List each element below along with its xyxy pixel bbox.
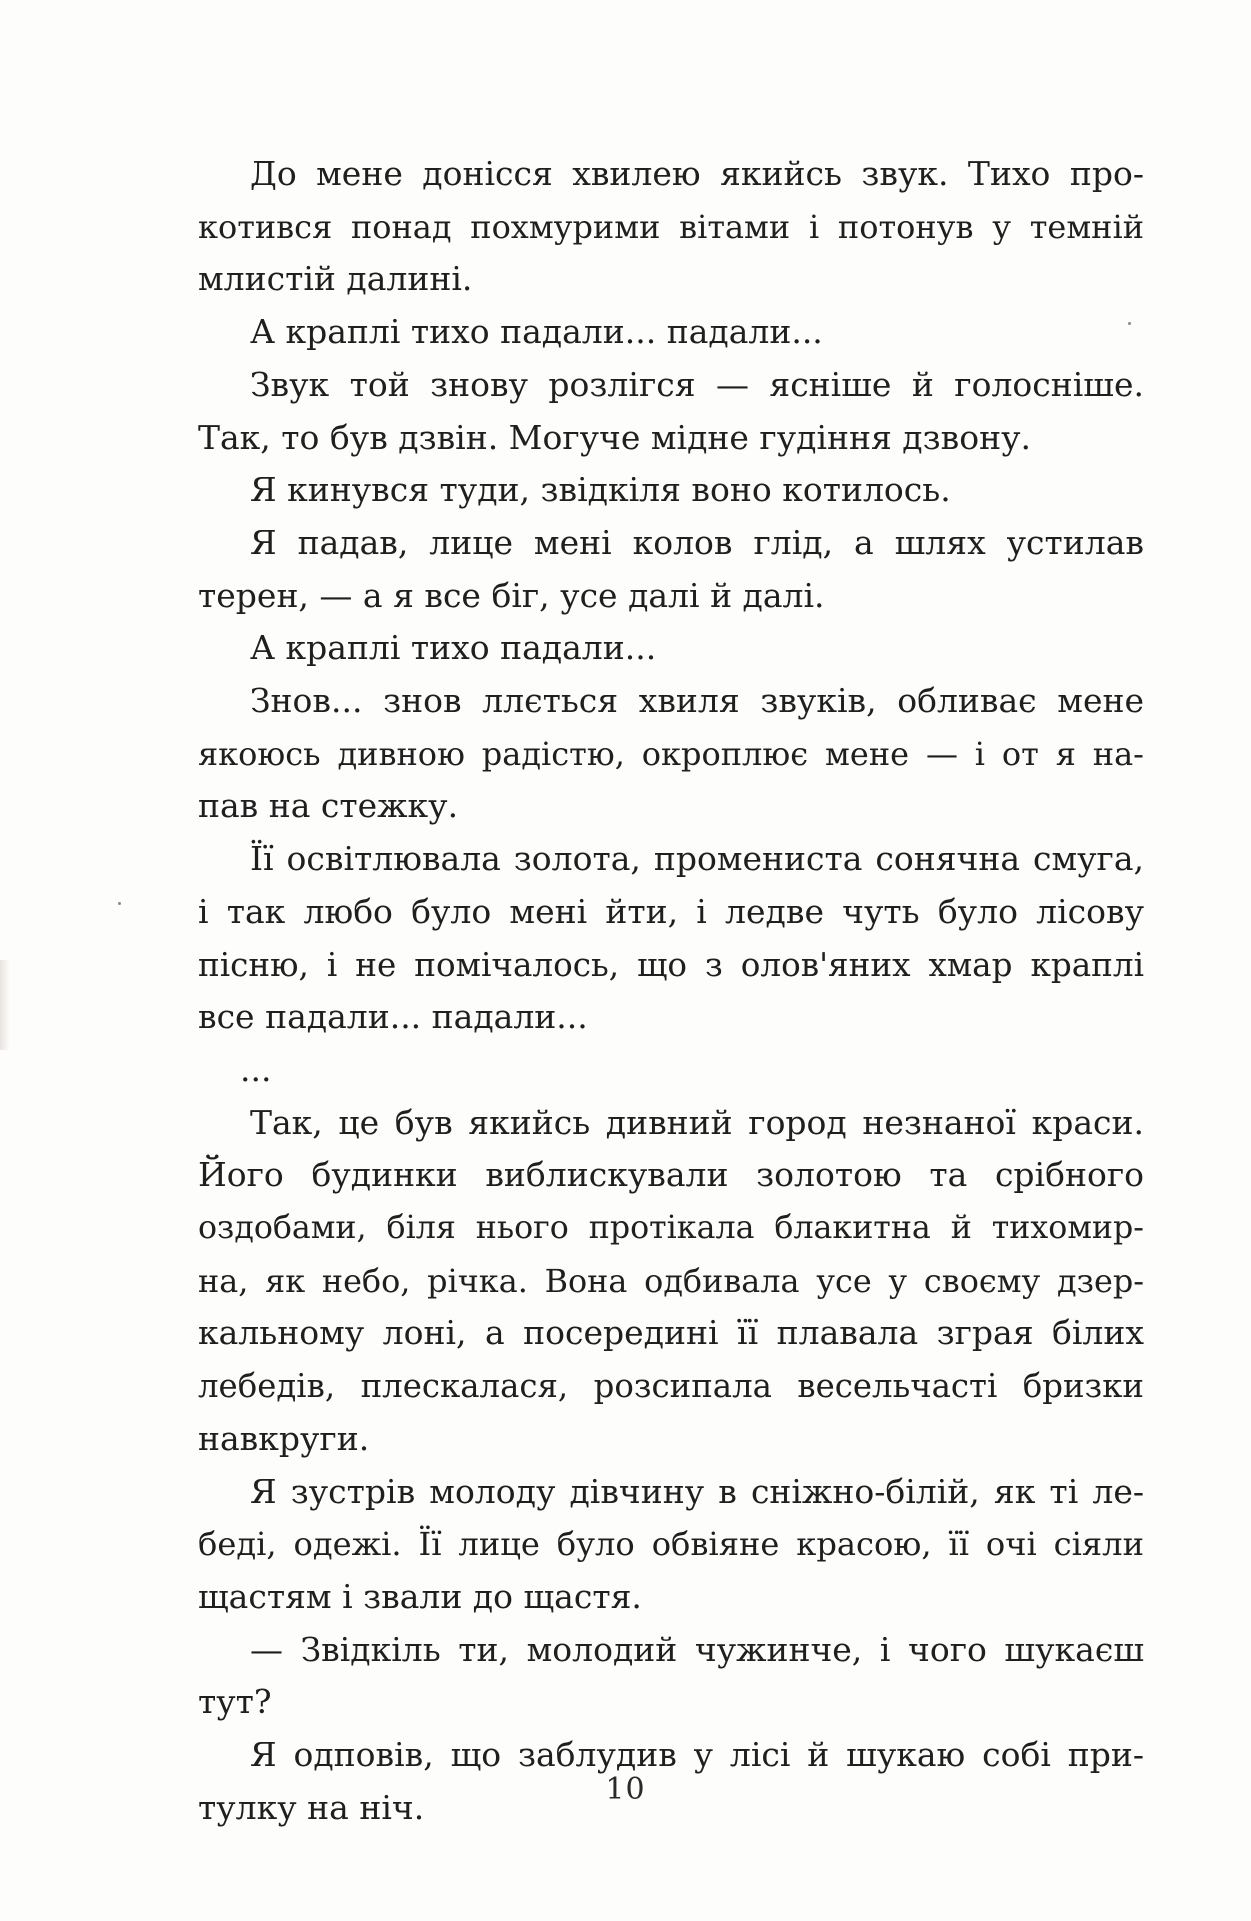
paragraph-7 [198,675,1144,833]
paragraph-2 [198,306,1144,359]
text-line: млистій далині. [198,259,473,299]
text-line: Його будинки виблискували золотою та срібного [198,1155,1144,1195]
paragraph-11 [198,1624,1144,1729]
section-break [198,1044,1144,1097]
text-line: Я зустрів молоду дівчину в сніжно-білій, як ті ле- [250,1471,1144,1511]
page-edge-shadow [0,960,10,1050]
paragraph-1 [198,148,1144,306]
text-line: беді, одежі. Її лице було обвіяне красою, її очі сіяли [198,1525,1144,1564]
paragraph-3 [198,359,1144,464]
text-line: Так, це був якийсь дивний город незнаної краси. [250,1102,1144,1142]
text-line: терен, — а я все біг, усе далі й далі. [198,575,825,615]
page-number: 10 [605,1772,646,1807]
text-line: якоюсь дивною радістю, окроплює мене — і от я на- [198,734,1144,773]
text-line: навкруги. [198,1418,370,1458]
paragraph-8 [198,833,1144,1044]
text-line: А краплі тихо падали... [250,628,657,668]
text-line: котився понад похмурими вітами і потонув у темній [198,207,1144,246]
text-line: ... [240,1049,272,1089]
paragraph-4 [198,464,1144,517]
print-speck [118,902,121,905]
text-line: Я падав, лице мені колов глід, а шлях устилав [250,522,1144,562]
text-line: — Звідкіль ти, молодий чужинче, і чого шукаєш [250,1629,1144,1669]
text-line: До мене донісся хвилею якийсь звук. Тихо про- [250,154,1144,193]
text-line: Знов... знов ллється хвиля звуків, обливає мене [250,681,1144,721]
paragraph-10 [198,1466,1144,1624]
text-line: тулку на ніч. [198,1787,425,1827]
text-line: щастям і звали до щастя. [198,1576,642,1616]
text-line: Так, то був дзвін. Могуче мідне гудіння дзвону. [198,417,1031,457]
text-line: все падали... падали... [198,997,588,1037]
text-line: пав на стежку. [198,786,459,826]
paragraph-6 [198,622,1144,675]
text-line: Звук той знову розлігся — ясніше й голосніше. [250,364,1144,404]
text-line: Я кинувся туди, звідкіля воно котилось. [250,470,951,510]
text-line: лебедів, плескалася, розсипала весельчасті бризки [198,1367,1144,1406]
text-line: і так любо було мені йти, і ледве чуть було лісову [198,891,1144,931]
text-line: Я одповів, що заблудив у лісі й шукаю собі при- [250,1735,1144,1775]
body-text [198,148,1144,1835]
text-line: кальному лоні, а посередині її плавала зграя білих [198,1313,1144,1353]
text-line: пісню, і не помічалось, що з олов'яних хмар краплі [198,945,1144,984]
text-line: А краплі тихо падали... падали... [250,312,823,352]
text-line: оздобами, біля нього протікала блакитна й тихомир- [198,1210,1144,1247]
paragraph-5 [198,517,1144,622]
text-line: Її освітлювала золота, промениста сонячна смуга, [250,839,1144,879]
paragraph-9 [198,1097,1144,1466]
text-line: на, як небо, річка. Вона одбивала усе у своєму дзер- [198,1261,1144,1300]
text-line: тут? [198,1682,272,1722]
